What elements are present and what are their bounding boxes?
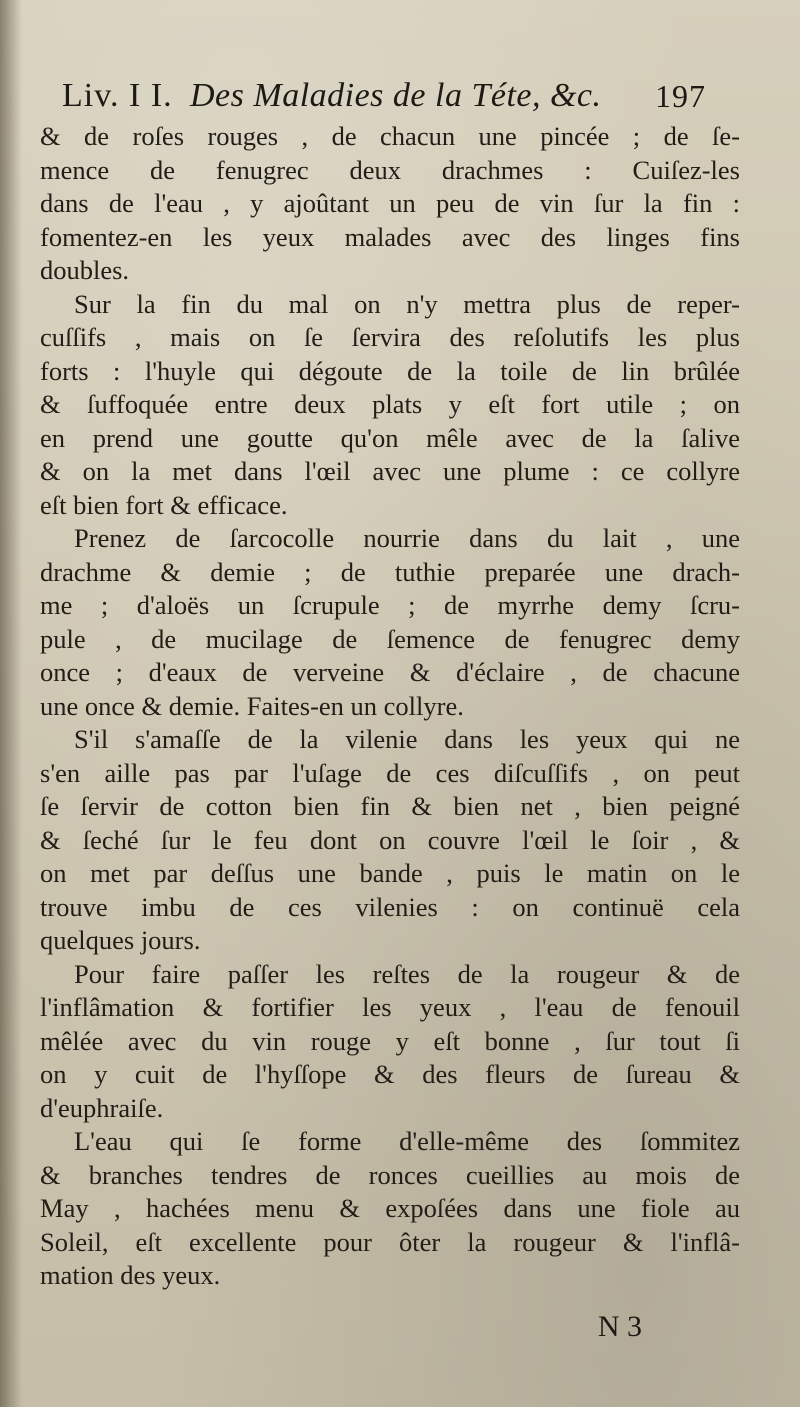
text-line: & ſuffoquée entre deux plats y eſt fort utile ; on bbox=[40, 389, 740, 419]
text-line: trouve imbu de ces vilenies : on continuë cela bbox=[40, 891, 740, 922]
text-line: & ſeché ſur le feu dont on couvre l'œil le ſoir , & bbox=[40, 824, 740, 855]
text-line: d'euphraiſe. bbox=[40, 1092, 164, 1123]
text-line: s'en aille pas par l'uſage de ces diſcuſſifs , on peut bbox=[40, 757, 740, 788]
page-footer bbox=[62, 1310, 702, 1350]
text-line: doubles. bbox=[40, 255, 130, 285]
text-line: cuſſifs , mais on ſe ſervira des reſolutifs les plus bbox=[40, 322, 740, 352]
page-number: 197 bbox=[655, 78, 706, 114]
text-line: mêlée avec du vin rouge y eſt bonne , ſur tout ſi bbox=[40, 1025, 740, 1056]
text-line: Pour faire paſſer les reſtes de la rougeur & de bbox=[74, 958, 740, 989]
text-line: eſt bien fort & efficace. bbox=[40, 489, 288, 520]
text-line: mation des yeux. bbox=[40, 1260, 221, 1290]
text-line: & branches tendres de ronces cueillies au mois de bbox=[40, 1159, 740, 1190]
text-line: & de roſes rouges , de chacun une pincée ; de ſe- bbox=[40, 121, 740, 151]
text-line: drachme & demie ; de tuthie preparée une drach- bbox=[40, 556, 740, 587]
text-line: fomentez-en les yeux malades avec des linges fins bbox=[40, 221, 740, 252]
text-line: forts : l'huyle qui dégoute de la toile de lin brûlée bbox=[40, 355, 740, 386]
binding-shadow bbox=[0, 0, 22, 1407]
text-line: en prend une goutte qu'on mêle avec de la ſalive bbox=[40, 422, 740, 453]
text-line: Prenez de ſarcocolle nourrie dans du lait , une bbox=[74, 523, 740, 553]
text-line: me ; d'aloës un ſcrupule ; de myrrhe demy ſcru- bbox=[40, 590, 740, 620]
text-line: l'inflâmation & fortifier les yeux , l'eau de fenouil bbox=[40, 992, 740, 1022]
body-text bbox=[40, 120, 740, 1293]
running-title: Des Maladies de la Téte, &c. bbox=[190, 77, 602, 114]
text-line: May , hachées menu & expoſées dans une fiole au bbox=[40, 1193, 740, 1223]
text-line: & on la met dans l'œil avec une plume : ce collyre bbox=[40, 456, 740, 486]
text-line: on met par deſſus une bande , puis le matin on le bbox=[40, 858, 740, 888]
text-line: dans de l'eau , y ajoûtant un peu de vin ſur la fin : bbox=[40, 188, 740, 218]
text-line: L'eau qui ſe forme d'elle-même des ſommitez bbox=[74, 1126, 740, 1156]
text-line: quelques jours. bbox=[40, 925, 201, 955]
text-line: ſe ſervir de cotton bien fin & bien net , bien peigné bbox=[40, 791, 740, 821]
text-line: once ; d'eaux de verveine & d'éclaire , de chacune bbox=[40, 657, 740, 687]
running-header bbox=[62, 76, 712, 120]
text-line: Soleil, eſt excellente pour ôter la rougeur & l'inflâ- bbox=[40, 1226, 740, 1257]
text-line: pule , de mucilage de ſemence de fenugrec demy bbox=[40, 623, 740, 654]
text-line: mence de fenugrec deux drachmes : Cuiſez-les bbox=[40, 154, 740, 185]
text-line: une once & demie. Faites-en un collyre. bbox=[40, 690, 464, 721]
book-number: Liv. I I. bbox=[62, 77, 173, 114]
text-line: Sur la fin du mal on n'y mettra plus de reper- bbox=[74, 288, 740, 319]
text-line: on y cuit de l'hyſſope & des fleurs de ſureau & bbox=[40, 1059, 740, 1089]
signature-mark: N 3 bbox=[597, 1310, 642, 1343]
text-line: S'il s'amaſſe de la vilenie dans les yeux qui ne bbox=[74, 724, 740, 754]
